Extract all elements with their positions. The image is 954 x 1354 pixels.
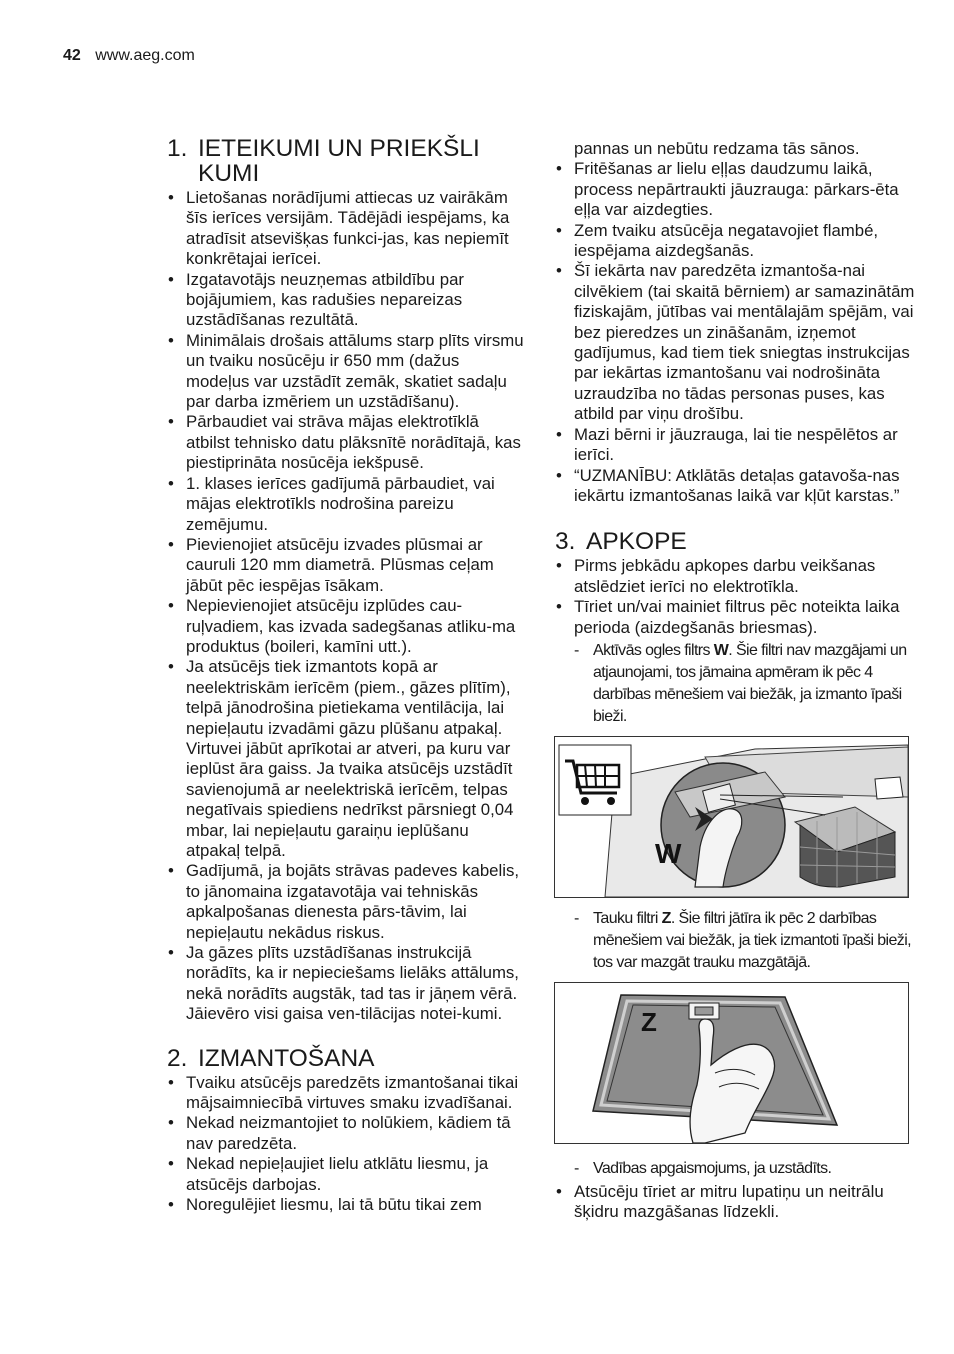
section-2-list-continued xyxy=(555,139,915,506)
list-item: • “UZMANĪBU: Atklātās detaļas gatavoša-nas iekārtu izmantošanas laikā var kļūt karstas.” xyxy=(555,466,915,507)
list-item: • Ja gāzes plīts uzstādīšanas instrukcijā norādīts, ka ir nepieciešams lielāks attālums, nekā norādīts augstāk, tad tas ir jāņem vērā. Jāievēro visi gaisa ven-tilācijas notei-kumi. xyxy=(167,943,527,1025)
list-item: • Nepievienojiet atsūcēju izplūdes cau-ruļvadiem, kas izvada sadegšanas atliku-ma produktus (boileri, kamīni utt.). xyxy=(167,596,527,657)
list-item-continuation: pannas un nebūtu redzama tās sānos. xyxy=(574,139,860,158)
sub-item-lighting: - Vadības apgaismojums, ja uzstādīts. xyxy=(555,1158,915,1180)
list-item: • Pievienojiet atsūcēju izvades plūsmai ar cauruli 120 mm diametrā. Plūsmas ceļam jābūt pēc iespējas īsākam. xyxy=(167,535,527,596)
list-item: • Šī iekārta nav paredzēta izmantoša-nai cilvēkiem (tai skaitā bērniem) ar samazinātām fiziskajām, jūtības vai mentālajām spējām, vai bez pieredzes un zināšanām, izņemot gadījumus, kad tiem tiek sniegtas instrukcijas par iekārtas izmantošanu vai nodrošināta uzraudzība no tādas personas puses, kas atbild par viņu drošību. xyxy=(555,261,915,424)
list-item: • Atsūcēju tīriet ar mitru lupatiņu un neitrālu šķidru mazgāšanas līdzekli. xyxy=(555,1182,915,1223)
page-number: 42 xyxy=(63,47,81,64)
list-item: • Fritēšanas ar lielu eļļas daudzumu laikā, process nepārtraukti jāuzrauga: pārkars-ēta eļļa var aizdegties. xyxy=(555,159,915,220)
section-3-heading: 3. APKOPE xyxy=(555,528,687,556)
section-2-list xyxy=(167,1073,527,1216)
list-item: • Tvaiku atsūcējs paredzēts izmantošanai tikai mājsaimniecībā virtuves smaku izvadīšanai. xyxy=(167,1073,527,1114)
list-item: • Zem tvaiku atsūcēja negatavojiet flambé, iespējama aizdegšanās. xyxy=(555,221,915,262)
page-header xyxy=(63,47,195,65)
website-url: www.aeg.com xyxy=(95,47,195,64)
section-1-list xyxy=(167,188,527,1025)
section-3-list-end xyxy=(555,1182,915,1223)
grease-filter-illustration xyxy=(554,982,909,1144)
list-item: • Tīriet un/vai mainiet filtrus pēc noteikta laika perioda (aizdegšanās briesmas). xyxy=(555,597,915,638)
list-item: • Nekad nepieļaujiet lielu atklātu liesmu, ja atsūcējs darbojas. xyxy=(167,1154,527,1195)
left-column xyxy=(167,136,527,1216)
list-item: • Gadījumā, ja bojāts strāvas padeves kabelis, to jānomaina izgatavotāja vai tehniskās apkalpošanas dienesta pārs-tāvim, lai nepieļautu nekādus riskus. xyxy=(167,861,527,943)
sub-item-charcoal-filter: - Aktīvās ogles filtrs W. Šie filtri nav mazgājami un atjaunojami, tos jāmaina apmēram ik pēc 4 darbības mēnešiem vai biežāk, ja izmanto īpaši bieži. xyxy=(555,640,915,728)
right-column xyxy=(555,139,915,1223)
list-item: • Ja atsūcējs tiek izmantots kopā ar neelektriskām ierīcēm (piem., gāzes plītīm), telpā jānodrošina pietiekama ventilācija, lai nepieļautu izvadāmi gāzu plūšanu atpakaļ. Virtuvei jābūt aprīkotai ar atveri, pa kuru var ieplūst āra gaiss. Ja tvaika atsūcējs uzstādīt savienojumā ar neelektriskā ierīcēm, telpas negatīvais spiediens nedrīkst pārsniegt 0,04 mbar, lai nepieļautu garaiņu ieplūšanu atpakaļ telpā. xyxy=(167,657,527,861)
fig2-label: Z xyxy=(641,1006,657,1037)
sub-item-grease-filter: - Tauku filtri Z. Šie filtri jātīra ik pēc 2 darbības mēnešiem vai biežāk, ja tiek izmantoti īpaši bieži, tos var mazgāt trauku mazgātājā. xyxy=(555,908,915,974)
list-item: • Minimālais drošais attālums starp plīts virsmu un tvaiku nosūcēju ir 650 mm (dažus modeļus var uzstādīt zemāk, skatiet sadaļu par darba izmēriem un uzstādīšanu). xyxy=(167,331,527,413)
list-item: • Pirms jebkādu apkopes darbu veikšanas atslēdziet ierīci no elektrotīkla. xyxy=(555,556,915,597)
list-item: • Lietošanas norādījumi attiecas uz vairākām šīs ierīces versijām. Tādējādi iespējams, ka atradīsit atsevišķas funkci-jas, kas nepiemīt konkrētajai ierīcei. xyxy=(167,188,527,270)
section-1-heading: 1. IETEIKUMI UN PRIEKŠLI KUMI xyxy=(167,135,480,187)
list-item: • 1. klases ierīces gadījumā pārbaudiet, vai mājas elektrotīkls nodrošina pareizu zemējumu. xyxy=(167,474,527,535)
list-item: • Pārbaudiet vai strāva mājas elektrotīklā atbilst tehnisko datu plāksnītē norādītajā, kas piestiprināta nosūcēja iekšpusē. xyxy=(167,412,527,473)
charcoal-filter-illustration xyxy=(554,736,909,898)
list-item: • Mazi bērni ir jāuzrauga, lai tie nespēlētos ar ierīci. xyxy=(555,425,915,466)
fig1-label: W xyxy=(655,837,682,869)
list-item: • Izgatavotājs neuzņemas atbildību par bojājumiem, kas radušies nepareizas uzstādīšanas rezultātā. xyxy=(167,270,527,331)
list-item: • Noregulējiet liesmu, lai tā būtu tikai zem xyxy=(167,1195,527,1215)
list-item: • Nekad neizmantojiet to nolūkiem, kādiem tā nav paredzēta. xyxy=(167,1113,527,1154)
shopping-cart-icon xyxy=(559,745,631,815)
section-2-heading: 2. IZMANTOŠANA xyxy=(167,1044,375,1072)
section-3-list xyxy=(555,556,915,638)
